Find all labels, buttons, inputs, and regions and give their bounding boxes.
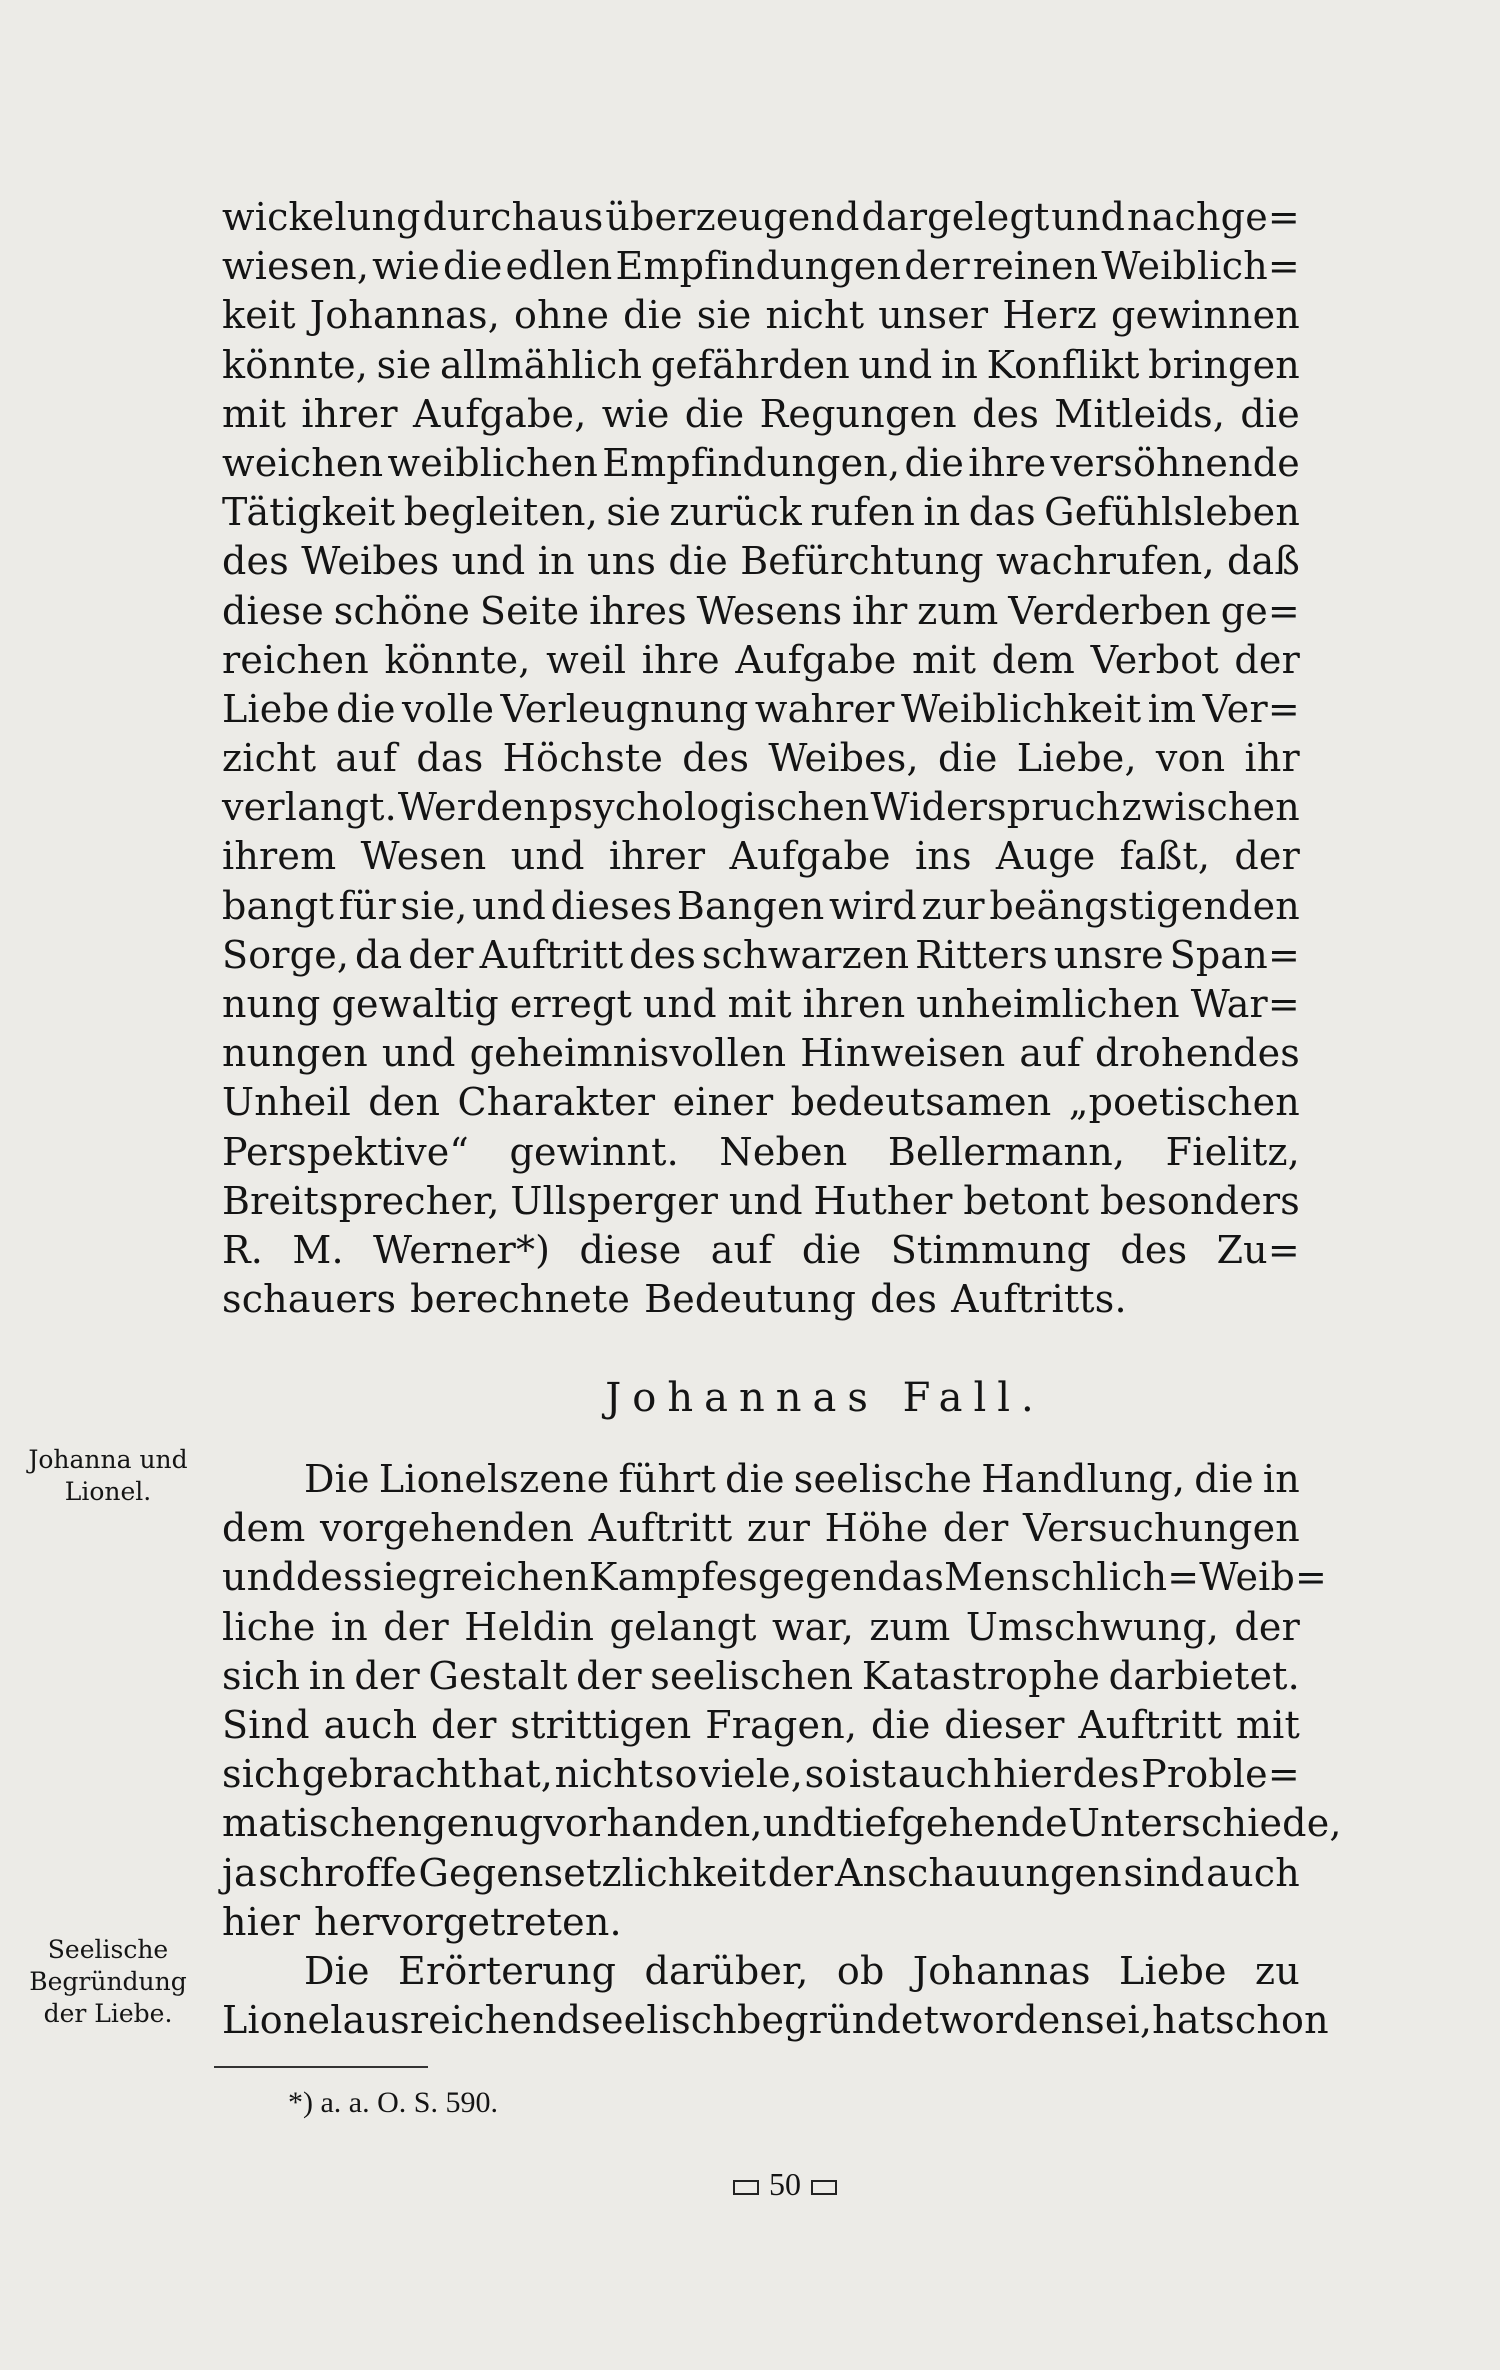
text-line: wickelung durchaus überzeugend dargelegt und nachge= (222, 195, 1300, 239)
text-line: dem vorgehenden Auftritt zur Höhe der Versuchungen (222, 1506, 1300, 1551)
text-line: Unheil den Charakter einer bedeutsamen „poetischen (222, 1080, 1300, 1125)
paragraph-3 (222, 1947, 1329, 2045)
margin-note-line: Johanna und (28, 1445, 188, 1474)
text-line: hier hervorgetreten. (222, 1899, 622, 1944)
text-line: diese schöne Seite ihres Wesens ihr zum Verderben ge= (222, 588, 1300, 633)
text-line: nungen und geheimnisvollen Hinweisen auf drohendes (222, 1031, 1300, 1076)
paragraph-1 (222, 193, 1300, 1324)
text-line: Breitsprecher, Ullsperger und Huther betont besonders (222, 1178, 1300, 1223)
text-line: Tätigkeit begleiten, sie zurück rufen in das Gefühlsleben (222, 490, 1300, 535)
margin-note-line: Lionel. (64, 1477, 152, 1506)
page-number: 50 (769, 2166, 801, 2202)
text-line: zicht auf das Höchste des Weibes, die Liebe, von ihr (222, 736, 1300, 781)
text-line: Die Lionelszene führt die seelische Handlung, die in (304, 1457, 1300, 1501)
text-line: R. M. Werner*) diese auf die Stimmung des Zu= (222, 1227, 1300, 1272)
text-line: mit ihrer Aufgabe, wie die Regungen des Mitleids, die (222, 391, 1300, 436)
margin-note-line: Begründung (29, 1967, 187, 1996)
page-number-block (0, 2166, 1500, 2203)
paragraph-2 (222, 1455, 1342, 1947)
text-line: wiesen, wie die edlen Empfindungen der reinen Weiblich= (222, 244, 1300, 289)
text-line: keit Johannas, ohne die sie nicht unser Herz gewinnen (222, 293, 1300, 338)
footnote: *) a. a. O. S. 590. (288, 2086, 498, 2119)
text-line: matischen genug vorhanden, und tiefgehende Unterschiede, (222, 1801, 1342, 1846)
text-line: Liebe die volle Verleugnung wahrer Weiblichkeit im Ver= (222, 686, 1300, 731)
text-line: Sind auch der strittigen Fragen, die dieser Auftritt mit (222, 1702, 1300, 1747)
text-line: Lionel ausreichend seelisch begründet worden sei, hat schon (222, 1998, 1329, 2043)
margin-note-line: Seelische (47, 1935, 169, 1964)
margin-note-line: der Liebe. (43, 1999, 173, 2028)
text-line: bangt für sie, und dieses Bangen wird zur beängstigenden (222, 883, 1300, 928)
text-line: weichen weiblichen Empfindungen, die ihre versöhnende (222, 440, 1300, 485)
text-line: könnte, sie allmählich gefährden und in Konflikt bringen (222, 342, 1300, 387)
text-line: ja schroffe Gegensetzlichkeit der Anschauungen sind auch (222, 1850, 1300, 1895)
text-line: ihrem Wesen und ihrer Aufgabe ins Auge faßt, der (222, 834, 1300, 879)
ornament-box-right (811, 2180, 837, 2195)
text-line: Die Erörterung darüber, ob Johannas Liebe zu (304, 1949, 1300, 1993)
text-line: schauers berechnete Bedeutung des Auftritts. (222, 1277, 1127, 1322)
text-line: liche in der Heldin gelangt war, zum Umschwung, der (222, 1604, 1300, 1649)
text-line: sich gebracht hat, nicht so viele, so ist auch hier des Proble= (222, 1752, 1300, 1797)
text-line: des Weibes und in uns die Befürchtung wachrufen, daß (222, 539, 1300, 584)
margin-note-johanna-und-lionel (8, 1444, 208, 1508)
text-line: Sorge, da der Auftritt des schwarzen Ritters unsre Span= (222, 932, 1300, 977)
text-line: Perspektive“ gewinnt. Neben Bellermann, Fielitz, (222, 1129, 1300, 1174)
text-line: und des siegreichen Kampfes gegen das Menschlich=Weib= (222, 1555, 1328, 1600)
text-line: reichen könnte, weil ihre Aufgabe mit dem Verbot der (222, 637, 1300, 682)
ornament-box-left (733, 2180, 759, 2195)
text-line: sich in der Gestalt der seelischen Katastrophe darbietet. (222, 1653, 1300, 1698)
text-line: nung gewaltig erregt und mit ihren unheimlichen War= (222, 982, 1300, 1026)
footnote-rule (214, 2066, 428, 2068)
text-line: verlangt. Wer den psychologischen Widerspruch zwischen (222, 785, 1300, 830)
margin-note-seelische-begruendung (8, 1934, 208, 2030)
section-heading: Johannas Fall. (605, 1375, 1045, 1421)
